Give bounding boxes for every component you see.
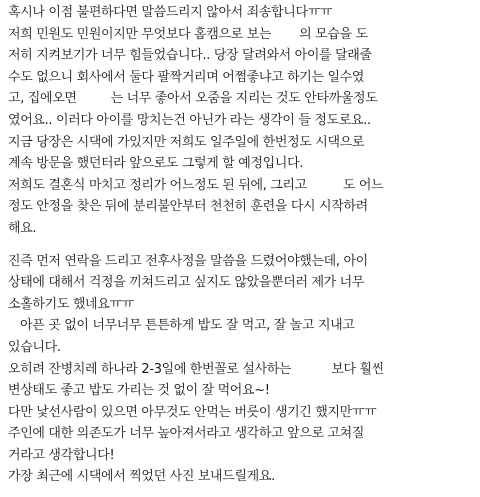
text-line: 수도 없으니 회사에서 둘다 팔짝거리며 어쩜좋냐고 하기는 일수였 xyxy=(8,69,365,85)
text-line: 계속 방문을 했던터라 앞으로도 그렇게 할 예정입니다. xyxy=(8,156,304,172)
text-line: 주인에 대한 의존도가 너무 높아져서라고 생각하고 앞으로 고쳐질 xyxy=(8,426,365,442)
text-line: 혹시나 이점 불편하다면 말씀드리지 않아서 죄송합니다ㅠㅠ xyxy=(8,5,333,20)
text-segment: 는 너무 좋아서 오줌을 지리는 것도 안타까울정도 xyxy=(110,91,378,107)
text-line xyxy=(8,88,476,110)
text-line xyxy=(8,24,476,46)
text-line: 거라고 생각합니다! xyxy=(8,447,115,463)
message-body xyxy=(8,2,476,488)
paragraph-gap xyxy=(8,240,476,251)
text-segment: 고, 집에오면 xyxy=(8,91,77,107)
text-line: 소홀하기도 했네요ㅠㅠ xyxy=(8,296,134,312)
text-line: 있습니다. xyxy=(8,339,61,355)
text-line xyxy=(8,359,476,381)
text-segment: 의 모습을 도 xyxy=(299,26,368,42)
redacted-name xyxy=(8,319,20,333)
text-line: 정도 안정을 찾은 뒤에 분리불안부터 천천히 훈련을 다시 시작하려 xyxy=(8,199,368,215)
text-line: 변상태도 좋고 밥도 가리는 것 없이 잘 먹어요~! xyxy=(8,383,270,399)
text-line: 상태에 대해서 걱정을 끼쳐드리고 싶지도 않았을뿐더러 제가 너무 xyxy=(8,275,365,291)
text-line: 해요. xyxy=(8,220,37,236)
text-line xyxy=(8,315,476,337)
text-line: 가장 최근에 시댁에서 찍었던 사진 보내드릴게요. xyxy=(8,469,275,485)
text-segment: 저희 민원도 민원이지만 무엇보다 홈캠으로 보는 xyxy=(8,26,272,42)
text-segment: 오히려 잔병치레 하나라 2-3일에 한번꼴로 설사하는 xyxy=(8,361,292,377)
text-segment: 아픈 곳 없이 너무너무 튼튼하게 밥도 잘 먹고, 잘 놀고 지내고 xyxy=(20,318,355,334)
redacted-name xyxy=(291,362,331,376)
text-segment: 보다 훨씬 xyxy=(331,361,384,377)
redacted-name xyxy=(307,178,343,192)
text-line: 지금 당장은 시댁에 가있지만 저희도 일주일에 한번정도 시댁으로 xyxy=(8,134,365,150)
text-line xyxy=(8,175,476,197)
text-line: 진즉 먼저 연락을 드리고 전후사정을 말씀을 드렸어야했는데, 아이 xyxy=(8,253,368,269)
text-segment: 저희도 결혼식 마치고 정리가 어느정도 된 뒤에, 그리고 xyxy=(8,177,307,193)
text-segment: 도 어느 xyxy=(342,177,384,193)
text-line: 였어요.. 이러다 아이를 망치는건 아닌가 라는 생각이 들 정도로요.. xyxy=(8,112,371,128)
text-line: 저히 지켜보기가 너무 힘들었습니다.. 당장 달려와서 아이를 달래줄 xyxy=(8,48,372,64)
text-line: 다만 낯선사람이 있으면 아무것도 안먹는 버릇이 생기긴 했지만ㅠㅠ xyxy=(8,404,377,420)
redacted-name xyxy=(271,27,299,41)
redacted-name xyxy=(77,92,111,106)
